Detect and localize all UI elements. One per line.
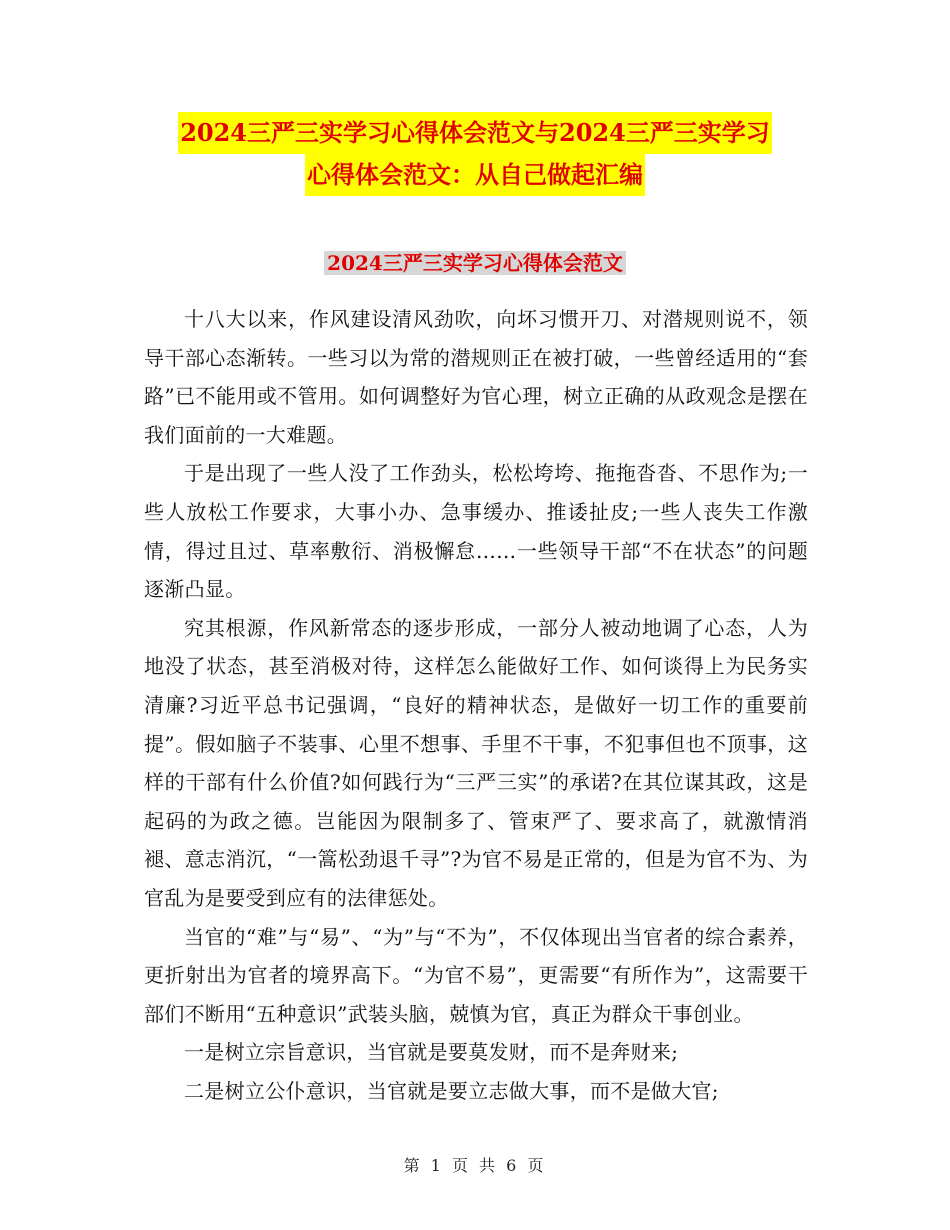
body-paragraph-3: 究其根源，作风新常态的逐步形成，一部分人被动地调了心态，人为地没了状态，甚至消极对待，这样怎么能做好工作、如何谈得上为民务实清廉?习近平总书记强调，“良好的精神状态，是做好一切工作的重要前提”。假如脑子不装事、心里不想事、手里不干事，不犯事但也不顶事，这样的干部有什么价值?如何践行为“三严三实”的承诺?在其位谋其政，这是起码的为政之德。岂能因为限制多了、管束严了、要求高了，就激情消褪、意志消沉，“一篙松劲退千寻”?为官不易是正常的，但是为官不为、为官乱为是要受到应有的法律惩处。 bbox=[144, 615, 808, 910]
document-title-line-2: 心得体会范文：从自己做起汇编 bbox=[305, 154, 645, 196]
section-heading-text: 2024三严三实学习心得体会范文 bbox=[324, 251, 626, 275]
body-paragraph-2: 于是出现了一些人没了工作劲头，松松垮垮、拖拖沓沓、不思作为;一些人放松工作要求，大事小办、急事缓办、推诿扯皮;一些人丧失工作激情，得过且过、草率敷衍、消极懈怠……一些领导干部“不在状态”的问题逐渐凸显。 bbox=[144, 461, 808, 602]
document-title bbox=[140, 112, 810, 196]
body-paragraph-5: 一是树立宗旨意识，当官就是要莫发财，而不是奔财来; bbox=[184, 1040, 679, 1065]
body-paragraph-6: 二是树立公仆意识，当官就是要立志做大事，而不是做大官; bbox=[184, 1078, 719, 1103]
body-paragraph-1: 十八大以来，作风建设清风劲吹，向坏习惯开刀、对潜规则说不，领导干部心态渐转。一些习以为常的潜规则正在被打破，一些曾经适用的“套路”已不能用或不管用。如何调整好为官心理，树立正确的从政观念是摆在我们面前的一大难题。 bbox=[144, 307, 808, 447]
body-paragraph-4: 当官的“难”与“易”、“为”与“不为”，不仅体现出当官者的综合素养，更折射出为官者的境界高下。“为官不易”，更需要“有所作为”，这需要干部们不断用“五种意识”武装头脑，兢慎为官，真正为群众干事创业。 bbox=[144, 924, 808, 1026]
document-title-line-1: 2024三严三实学习心得体会范文与2024三严三实学习 bbox=[178, 112, 772, 154]
page-number-footer: 第 1 页 共 6 页 bbox=[403, 1156, 547, 1175]
document-body bbox=[144, 300, 808, 1110]
section-heading bbox=[0, 246, 950, 280]
